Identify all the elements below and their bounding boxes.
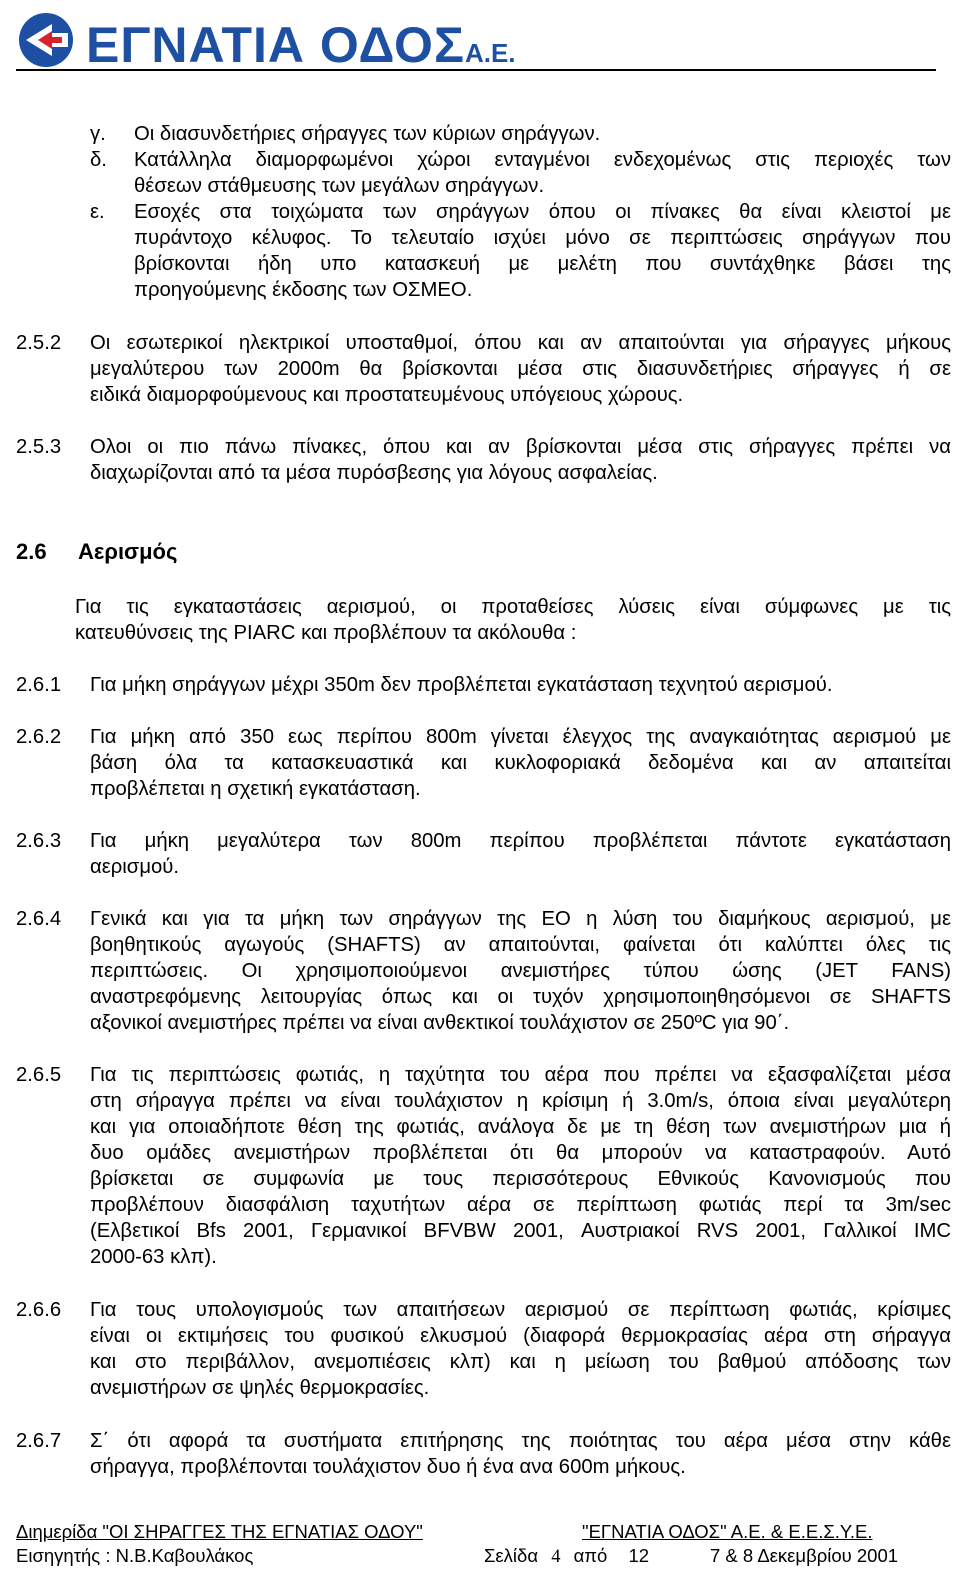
section-text-2-5-2 xyxy=(90,330,951,408)
text-line: 2000-63 κλπ). xyxy=(90,1246,217,1268)
text-line: και για οποιαδήποτε θέση της φωτιάς, ανάλογα δε με τη θέση των ανεμιστήρων μια ή xyxy=(90,1116,951,1138)
text-line: στη σήραγγα πρέπει να είναι τουλάχιστον η κρίσιμη ή 3.0m/s, όποια είναι μεγαλύτερη xyxy=(90,1090,951,1112)
section-number-2-6-7: 2.6.7 xyxy=(16,1430,62,1452)
text-line: και στο περιβάλλον, ανεμοπιέσεις κλπ) και η μείωση του βαθμού απόδοσης των xyxy=(90,1351,951,1373)
page-number: 4 xyxy=(551,1547,561,1567)
text-line: Για μήκη σηράγγων μέχρι 350m δεν προβλέπεται εγκατάσταση τεχνητού αερισμού. xyxy=(90,674,833,696)
footer-organization: "ΕΓΝΑΤΙΑ ΟΔΟΣ" Α.Ε. & Ε.Ε.Σ.Υ.Ε. xyxy=(582,1521,873,1542)
text-line: βοηθητικούς αγωγούς (SHAFTS) αν απαιτούνται, φαίνεται ότι καλύπτει όλες τις xyxy=(90,934,951,956)
text-line: αξονικοί ανεμιστήρες πρέπει να είναι ανθεκτικοί τουλάχιστον σε 250ºC για 90΄. xyxy=(90,1012,790,1034)
footer-event-title: Διημερίδα "ΟΙ ΣΗΡΑΓΓΕΣ ΤΗΣ ΕΓΝΑΤΙΑΣ ΟΔΟΥ" xyxy=(16,1521,423,1542)
section-text-2-6-3 xyxy=(90,828,951,880)
text-line: σήραγγα, προβλέπονται τουλάχιστον δυο ή ένα ανα 600m μήκους. xyxy=(90,1456,686,1478)
section-heading-title: Αερισμός xyxy=(78,539,178,564)
text-line: Για μήκη μεγαλύτερα των 800m περίπου προβλέπεται πάντοτε εγκατάσταση xyxy=(90,830,951,852)
text-line: Σ΄ ότι αφορά τα συστήματα επιτήρησης της ποιότητας του αέρα μέσα στην κάθε xyxy=(90,1430,951,1452)
page-total: 12 xyxy=(628,1545,650,1566)
section-text-2-6-6 xyxy=(90,1297,951,1401)
section-text-2-6-2 xyxy=(90,724,951,802)
section-text-2-6-1 xyxy=(90,672,951,698)
egnatia-logo xyxy=(16,8,516,73)
text-line: προηγούμενης έκδοσης των ΟΣΜΕΟ. xyxy=(134,279,473,301)
text-line: Κατάλληλα διαμορφωμένοι χώροι ενταγμένοι ενδεχομένως στις περιοχές των xyxy=(134,149,951,171)
text-line: δυο ομάδες ανεμιστήρων προβλέπεται ότι θα μπορούν να καταστραφούν. Αυτό xyxy=(90,1142,951,1164)
text-line: βάση όλα τα κατασκευαστικά και κυκλοφοριακά δεδομένα και αν απαιτείται xyxy=(90,752,951,774)
text-line: Για τις εγκαταστάσεις αερισμού, οι προταθείσες λύσεις είναι σύμφωνες με τις xyxy=(75,596,951,618)
section-text-2-6-7 xyxy=(90,1428,951,1480)
section-text-2-6-5 xyxy=(90,1062,951,1270)
text-line: ειδικά διαμορφούμενους και προστατευμένους υπόγειους χώρους. xyxy=(90,384,684,406)
section-number-2-6-1: 2.6.1 xyxy=(16,674,62,696)
item-label-d: δ. xyxy=(90,149,107,171)
logo-wordmark: ΕΓΝΑΤΙΑ ΟΔΟΣΑ.Ε. xyxy=(86,17,516,73)
item-text-d xyxy=(134,147,951,199)
section-heading-number: 2.6 xyxy=(16,539,47,564)
text-line: ανεμιστήρων σε ψηλές θερμοκρασίες. xyxy=(90,1377,430,1399)
text-line: πυράντοχο κέλυφος. Το τελευταίο ισχύει μόνο σε περιπτώσεις σηράγγων που xyxy=(134,227,951,249)
text-line: θέσεων στάθμευσης των μεγάλων σηράγγων. xyxy=(134,175,545,197)
header-rule xyxy=(16,69,936,71)
text-line: μεγαλύτερου των 2000m θα βρίσκονται μέσα στις διασυνδετήριες σήραγγες ή σε xyxy=(90,358,951,380)
text-line: βρίσκεται σε συμφωνία με τους περισσότερους Εθνικούς Κανονισμούς που xyxy=(90,1168,951,1190)
footer-speaker: Εισηγητής : Ν.Β.Καβουλάκος xyxy=(16,1545,254,1566)
footer-page-indicator xyxy=(484,1544,649,1569)
text-line: κατευθύνσεις της PIARC και προβλέπουν τα ακόλουθα : xyxy=(75,622,577,644)
section-number-2-6-3: 2.6.3 xyxy=(16,830,62,852)
text-line: αερισμού. xyxy=(90,856,180,878)
logo-emblem-icon xyxy=(16,10,76,70)
text-line: (Ελβετικοί Bfs 2001, Γερμανικοί BFVBW 2001, Αυστριακοί RVS 2001, Γαλλικοί IMC xyxy=(90,1220,951,1242)
item-label-e: ε. xyxy=(90,201,105,223)
page-footer xyxy=(16,1520,936,1570)
text-line: Οι εσωτερικοί ηλεκτρικοί υποσταθμοί, όπου και αν απαιτούνται για σήραγγες μήκους xyxy=(90,332,951,354)
text-line: είναι οι εκτιμήσεις του φυσικού ελκυσμού (διαφορά θερμοκρασίας αέρα στη σήραγγα xyxy=(90,1325,951,1347)
text-line: Ολοι οι πιο πάνω πίνακες, όπου και αν βρίσκονται μέσα στις σήραγγες πρέπει να xyxy=(90,436,951,458)
item-label-g: γ. xyxy=(90,123,106,145)
section-number-2-5-2: 2.5.2 xyxy=(16,332,62,354)
text-line: Γενικά και για τα μήκη των σηράγγων της ΕΟ η λύση του διαμήκους αερισμού, με xyxy=(90,908,951,930)
text-line: βρίσκονται ήδη υπο κατασκευή με μελέτη που συντάχθηκε βάσει της xyxy=(134,253,951,275)
text-line: προβλέπουν διασφάλιση ταχυτήτων αέρα σε περίπτωση φωτιάς περί τα 3m/sec xyxy=(90,1194,951,1216)
text-line: Εσοχές στα τοιχώματα των σηράγγων όπου οι πίνακες θα είναι κλειστοί με xyxy=(134,201,951,223)
section-number-2-6-5: 2.6.5 xyxy=(16,1064,62,1086)
section-text-2-6-4 xyxy=(90,906,951,1036)
page-of-label: από xyxy=(573,1545,608,1566)
text-line: αναστρεφόμενης λειτουργίας όπως και οι τυχόν χρησιμοποιηθησόμενοι σε SHAFTS xyxy=(90,986,951,1008)
text-line: Για τους υπολογισμούς των απαιτήσεων αερισμού σε περίπτωση φωτιάς, κρίσιμες xyxy=(90,1299,951,1321)
text-line: Για μήκη από 350 εως περίπου 800m γίνεται έλεγχος της αναγκαιότητας αερισμού με xyxy=(90,726,951,748)
section-number-2-6-6: 2.6.6 xyxy=(16,1299,62,1321)
text-line: προβλέπεται η σχετική εγκατάσταση. xyxy=(90,778,421,800)
section-number-2-6-4: 2.6.4 xyxy=(16,908,62,930)
section-number-2-5-3: 2.5.3 xyxy=(16,436,62,458)
text-line: Για τις περιπτώσεις φωτιάς, η ταχύτητα του αέρα που πρέπει να εξασφαλίζεται μέσα xyxy=(90,1064,951,1086)
section-number-2-6-2: 2.6.2 xyxy=(16,726,62,748)
item-text-e xyxy=(134,199,951,303)
page-header xyxy=(0,0,960,78)
footer-date: 7 & 8 Δεκεμβρίου 2001 xyxy=(710,1545,899,1566)
item-text-g xyxy=(134,121,951,147)
text-line: Οι διασυνδετήριες σήραγγες των κύριων σηράγγων. xyxy=(134,123,601,145)
text-line: διαχωρίζονται από τα μέσα πυρόσβεσης για λόγους ασφαλείας. xyxy=(90,462,658,484)
page-label: Σελίδα xyxy=(484,1545,539,1566)
section-intro-2-6 xyxy=(75,594,951,646)
section-text-2-5-3 xyxy=(90,434,951,486)
text-line: περιπτώσεις. Οι χρησιμοποιούμενοι ανεμιστήρες τύπου ώσης (JET FANS) xyxy=(90,960,951,982)
